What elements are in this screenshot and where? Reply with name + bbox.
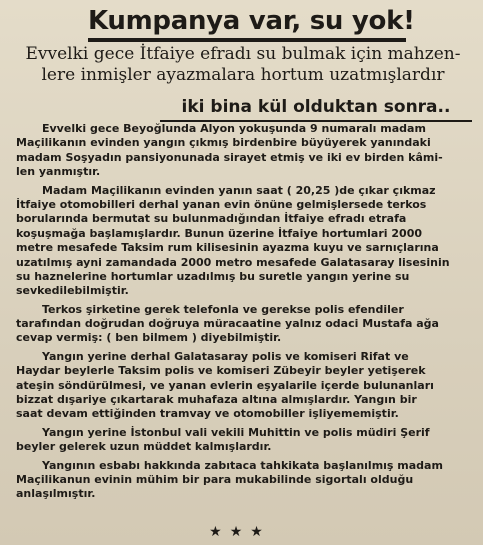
paragraph [16,184,474,299]
paragraph [16,426,474,455]
paragraph-line: İtfaiye otomobilleri derhal yanan evin önüne gelmişlersede terkos [16,197,427,211]
paragraph-line: beyler gelerek uzun müddet kalmışlardır. [16,440,272,454]
headline: Kumpanya var, su yok! [88,4,406,42]
paragraph-line: saat devam ettiğinden tramvay ve otomobiller işliyememiştir. [16,407,399,421]
paragraph-line: Maçilikanın evinden yangın çıkmış birdenbire büyüyerek yanındaki [16,136,431,150]
paragraph-line: Maçilikanun evinin mühim bir para mukabilinde sigortalı olduğu [16,472,414,486]
deck [8,44,478,86]
deck-line: lere inmişler ayazmalara hortum uzatmışlardır [41,65,445,85]
paragraph-line: cevap vermiş: ( ben bilmem ) diyebilmiştir. [16,331,282,345]
paragraph-line: madam Soşyadın pansiyonunada sirayet etmiş ve iki ev birden kâmi- [16,150,443,164]
paragraph [16,122,474,180]
ornament-stars: ★★★ [209,524,271,540]
paragraph [16,303,474,346]
paragraph-line: anlaşılmıştır. [16,487,96,501]
paragraph-line: su haznelerine hortumlar uzadılmış bu suretle yangın yerine su [16,269,410,283]
paragraph-line: sevkedilebilmiştir. [16,284,129,298]
article-body [16,122,474,502]
paragraph [16,459,474,502]
subhead: iki bina kül olduktan sonra.. [160,94,472,122]
paragraph-line: bizzat dışariye çıkartarak muhafaza altına almışlardır. Yangın bir [16,393,417,407]
paragraph-line: metre mesafede Taksim rum kilisesinin ayazma kuyu ve sarnıçlarına [16,241,439,255]
paragraph-line: Haydar beylerle Taksim polis ve komiseri Zübeyir beyler yetişerek [16,364,426,378]
paragraph-line: Yangın yerine derhal Galatasaray polis ve komiseri Rifat ve [42,349,409,363]
deck-line: Evvelki gece İtfaiye efradı su bulmak için mahzen- [25,44,461,64]
paragraph-line: tarafından doğrudan doğruya müracaatine yalnız odaci Mustafa ağa [16,317,439,331]
paragraph-line: borularında bermutat su bulunmadığından İtfaiye efradı etrafa [16,212,407,226]
paragraph-line: Yangın yerine İstonbul vali vekili Muhittin ve polis müdiri Şerif [42,425,430,439]
paragraph-line: ateşin söndürülmesi, ve yanan evlerin eşyalarile içerde bulunanları [16,378,434,392]
paragraph-line: uzatılmış ayni zamandada 2000 metro mesafede Galatasaray lisesinin [16,255,450,269]
paragraph-line: Yangının esbabı hakkında zabıtaca tahkikata başlanılmış madam [42,458,443,472]
paragraph [16,350,474,422]
paragraph-line: koşuşmağa başlamışlardır. Bunun üzerine İtfaiye hortumlari 2000 [16,226,422,240]
paragraph-line: Terkos şirketine gerek telefonla ve gerekse polis efendiler [42,302,404,316]
paragraph-line: len yanmıştır. [16,165,101,179]
paragraph-line: Madam Maçilikanın evinden yanın saat ( 20,25 )de çıkar çıkmaz [42,183,436,197]
paragraph-line: Evvelki gece Beyoğlunda Alyon yokuşunda 9 numaralı madam [42,122,426,135]
